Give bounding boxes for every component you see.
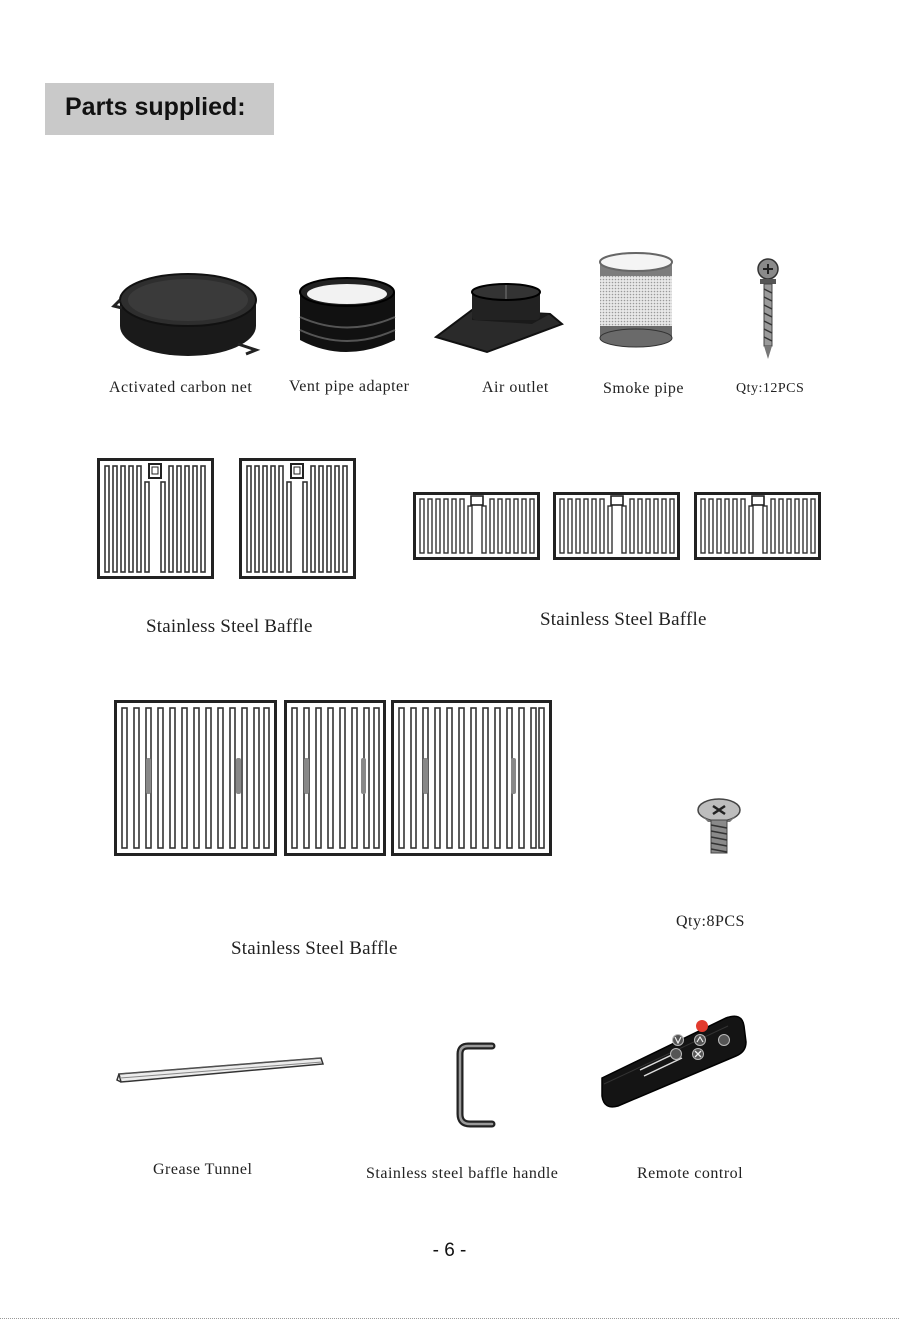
baffle-b-label: Stainless Steel Baffle [540,609,707,630]
air-outlet-label: Air outlet [482,379,549,396]
baffle-handle-illustration [452,1040,498,1130]
baffle-large-3 [391,700,552,856]
baffle-large-2 [284,700,386,856]
grease-tunnel-illustration [115,1052,327,1088]
smoke-pipe-illustration [596,248,676,350]
carbon-net-illustration [110,272,270,362]
vent-pipe-adapter-label: Vent pipe adapter [289,378,410,395]
page-number: - 6 - [432,1240,467,1261]
grease-tunnel-label: Grease Tunnel [153,1161,253,1178]
baffle-wide-3 [694,492,821,560]
baffle-square-left [97,458,214,579]
screw-illustration [755,257,781,361]
baffle-square-right [239,458,356,579]
vent-pipe-adapter-illustration [295,272,400,362]
section-title: Parts supplied: [65,93,246,121]
baffle-a-label: Stainless Steel Baffle [146,616,313,637]
bolt-qty-label: Qty:8PCS [676,913,745,930]
page-edge-rule [0,1318,899,1319]
bolt-illustration [696,798,742,856]
baffle-handle-label: Stainless steel baffle handle [366,1165,559,1182]
remote-control-illustration [598,1012,748,1108]
baffle-wide-1 [413,492,540,560]
remote-control-label: Remote control [637,1165,744,1182]
screw-qty-label: Qty:12PCS [736,381,805,396]
baffle-wide-2 [553,492,680,560]
baffle-c-label: Stainless Steel Baffle [231,938,398,959]
carbon-net-label: Activated carbon net [109,379,253,396]
smoke-pipe-label: Smoke pipe [603,380,684,397]
baffle-large-1 [114,700,277,856]
air-outlet-illustration [432,282,567,357]
power-button-icon [696,1020,708,1032]
